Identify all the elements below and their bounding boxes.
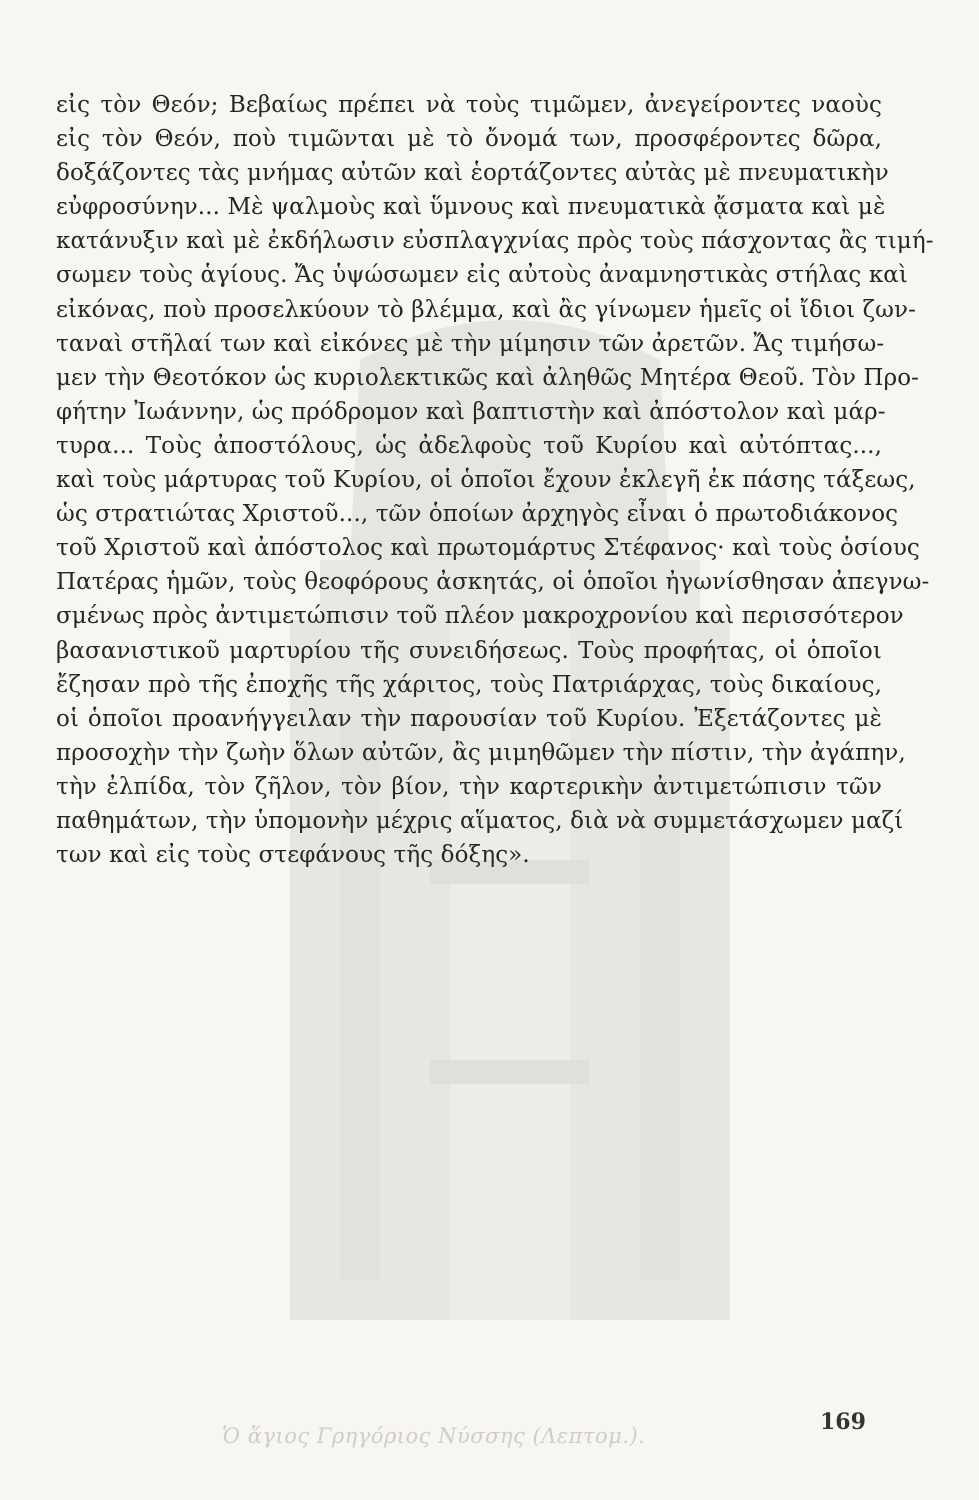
text-line: μεν τὴν Θεοτόκον ὡς κυριολεκτικῶς καὶ ἀληθῶς Μητέρα Θεοῦ. Τὸν Προ- bbox=[56, 364, 920, 391]
text-line: κατάνυξιν καὶ μὲ ἐκδήλωσιν εὐσπλαγχνίας πρὸς τοὺς πάσχοντας ἂς τιμή- bbox=[56, 228, 934, 255]
text-line: οἱ ὁποῖοι προανήγγειλαν τὴν παρουσίαν τοῦ Κυρίου. Ἐξετάζοντες μὲ bbox=[56, 705, 882, 732]
text-line: εἰς τὸν Θεόν; Βεβαίως πρέπει νὰ τοὺς τιμῶμεν, ἀνεγείροντες ναοὺς bbox=[56, 92, 882, 118]
text-line: φήτην Ἰωάννην, ὡς πρόδρομον καὶ βαπτιστὴν καὶ ἀπόστολον καὶ μάρ- bbox=[56, 398, 886, 425]
text-line: δοξάζοντες τὰς μνήμας αὐτῶν καὶ ἑορτάζοντες αὐτὰς μὲ πνευματικὴν bbox=[56, 160, 889, 187]
figure-caption: Ὁ ἅγιος Γρηγόριος Νύσσης (Λεπτομ.). bbox=[222, 1424, 646, 1448]
text-line: τὴν ἐλπίδα, τὸν ζῆλον, τὸν βίον, τὴν καρτερικὴν ἀντιμετώπισιν τῶν bbox=[56, 773, 882, 800]
text-line: προσοχὴν τὴν ζωὴν ὅλων αὐτῶν, ἂς μιμηθῶμεν τὴν πίστιν, τὴν ἀγάπην, bbox=[56, 739, 906, 766]
text-line: εὐφροσύνην... Μὲ ψαλμοὺς καὶ ὕμνους καὶ πνευματικὰ ᾄσματα καὶ μὲ bbox=[56, 194, 886, 221]
text-line: Πατέρας ἡμῶν, τοὺς θεοφόρους ἀσκητάς, οἱ ὁποῖοι ἠγωνίσθησαν ἀπεγνω- bbox=[56, 569, 930, 596]
text-line-last: των καὶ εἰς τοὺς στεφάνους τῆς δόξης». bbox=[56, 842, 530, 869]
text-line: καὶ τοὺς μάρτυρας τοῦ Κυρίου, οἱ ὁποῖοι ἔχουν ἐκλεγῆ ἐκ πάσης τάξεως, bbox=[56, 467, 916, 494]
text-line: εἰκόνας, ποὺ προσελκύουν τὸ βλέμμα, καὶ ἂς γίνωμεν ἡμεῖς οἱ ἴδιοι ζων- bbox=[56, 296, 916, 323]
body-text bbox=[56, 88, 934, 872]
text-line: ἔζησαν πρὸ τῆς ἐποχῆς τῆς χάριτος, τοὺς Πατριάρχας, τοὺς δικαίους, bbox=[56, 671, 882, 698]
text-line: ταναὶ στῆλαί των καὶ εἰκόνες μὲ τὴν μίμησιν τῶν ἀρετῶν. Ἄς τιμήσω- bbox=[56, 330, 885, 357]
text-line: εἰς τὸν Θεόν, ποὺ τιμῶνται μὲ τὸ ὄνομά των, προσφέροντες δῶρα, bbox=[56, 126, 882, 153]
text-line: σωμεν τοὺς ἁγίους. Ἄς ὑψώσωμεν εἰς αὐτοὺς ἀναμνηστικὰς στήλας καὶ bbox=[56, 262, 909, 289]
text-line: βασανιστικοῦ μαρτυρίου τῆς συνειδήσεως. Τοὺς προφήτας, οἱ ὁποῖοι bbox=[56, 637, 882, 664]
page-number: 169 bbox=[820, 1409, 866, 1435]
text-line: παθημάτων, τὴν ὑπομονὴν μέχρις αἵματος, διὰ νὰ συμμετάσχωμεν μαζί bbox=[56, 807, 904, 834]
text-line: σμένως πρὸς ἀντιμετώπισιν τοῦ πλέον μακροχρονίου καὶ περισσότερον bbox=[56, 603, 904, 630]
text-line: τοῦ Χριστοῦ καὶ ἀπόστολος καὶ πρωτομάρτυς Στέφανος· καὶ τοὺς ὁσίους bbox=[56, 535, 920, 562]
text-line: ὡς στρατιώτας Χριστοῦ..., τῶν ὁποίων ἀρχηγὸς εἶναι ὁ πρωτοδιάκονος bbox=[56, 501, 899, 528]
text-line: τυρα... Τοὺς ἀποστόλους, ὡς ἀδελφοὺς τοῦ Κυρίου καὶ αὐτόπτας..., bbox=[56, 432, 882, 459]
